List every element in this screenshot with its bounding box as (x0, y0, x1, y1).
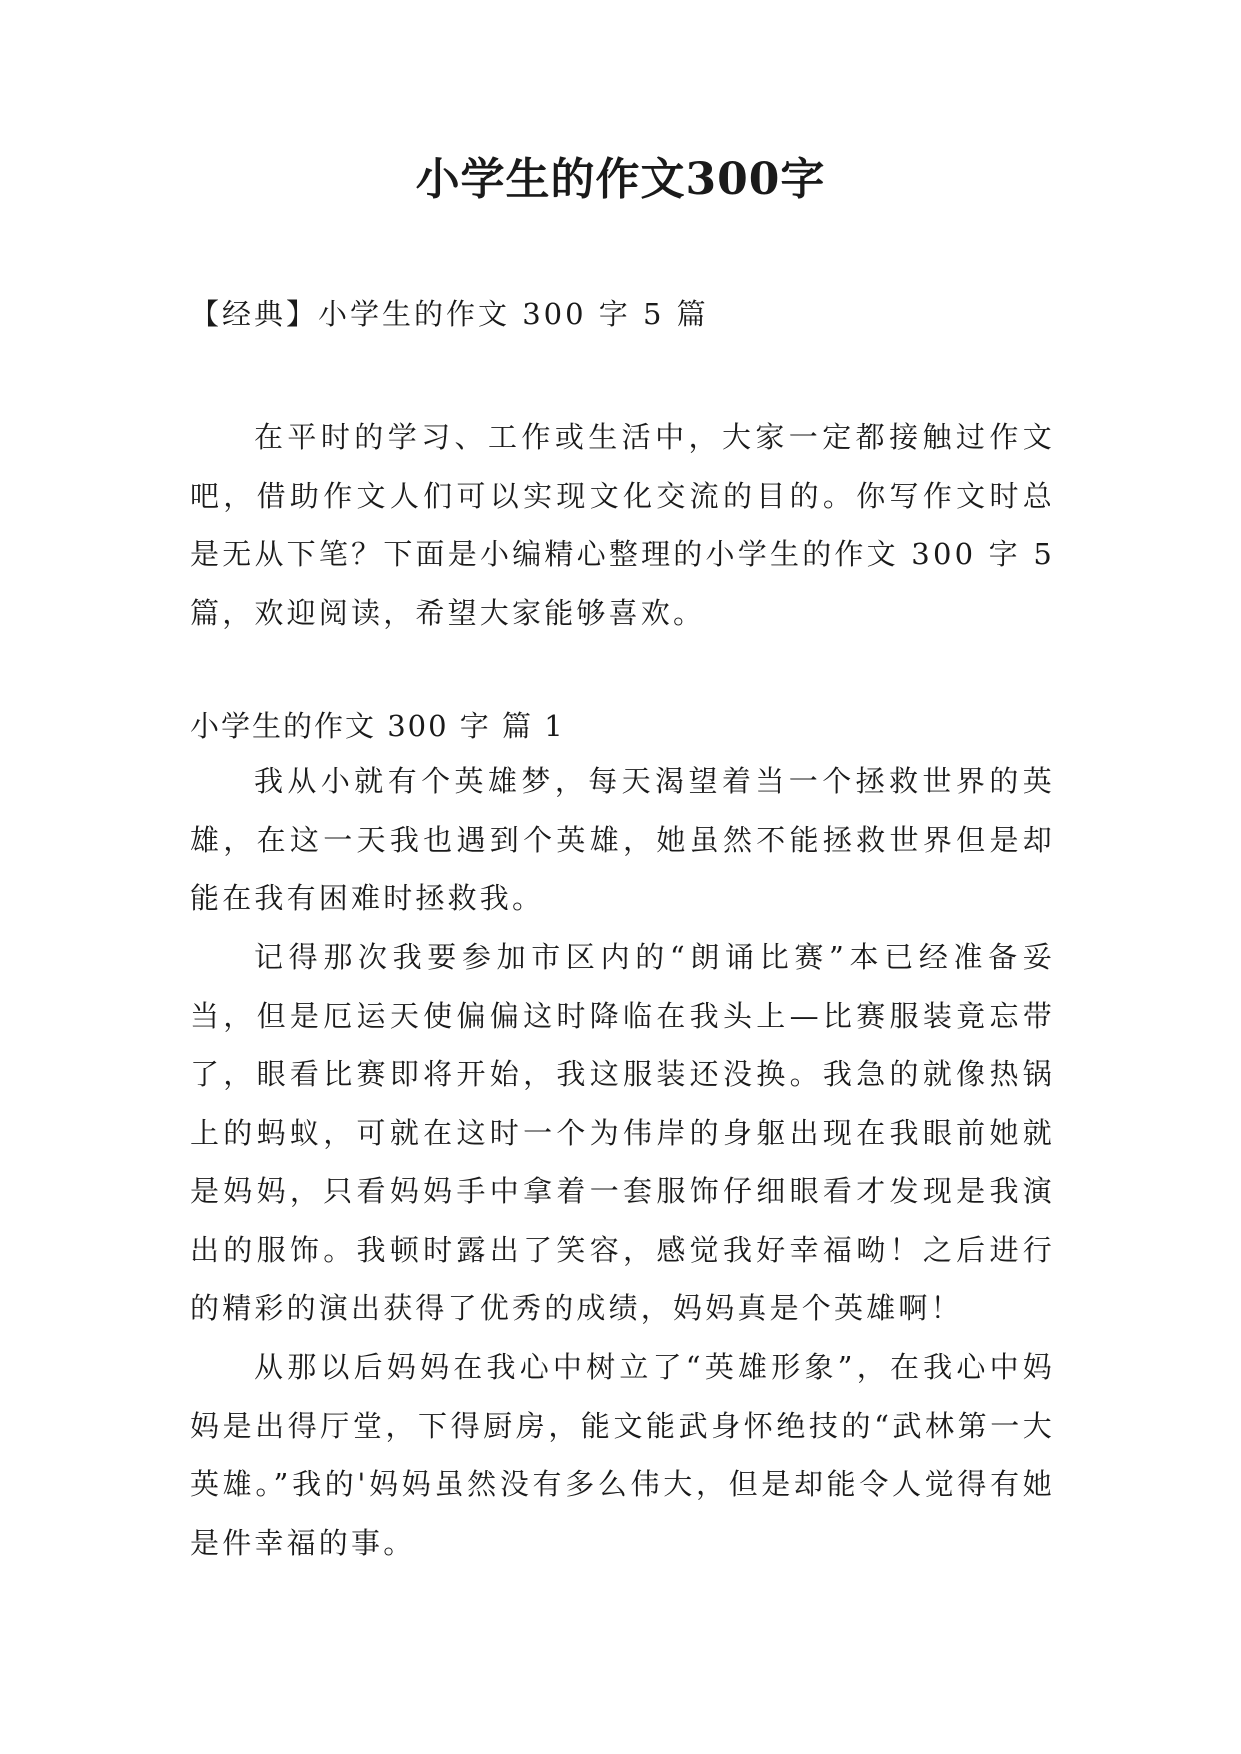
intro-paragraph: 在平时的学习、工作或生活中，大家一定都接触过作文吧，借助作文人们可以实现文化交流的目的。你写作文时总是无从下笔？下面是小编精心整理的小学生的作文 300 字 5 篇，欢迎阅读，希望大家能够喜欢。 (190, 420, 1055, 630)
section-paragraph-1: 我从小就有个英雄梦，每天渴望着当一个拯救世界的英雄，在这一天我也遇到个英雄，她虽然不能拯救世界但是却能在我有困难时拯救我。 (190, 764, 1055, 915)
document-title: 小学生的作文300字 (415, 154, 826, 205)
section-heading: 小学生的作文 300 字 篇 1 (190, 709, 565, 743)
document-subtitle: 【经典】小学生的作文 300 字 5 篇 (190, 297, 709, 331)
section-paragraph-2: 记得那次我要参加市区内的“朗诵比赛”本已经准备妥当，但是厄运天使偏偏这时降临在我头上—比赛服装竟忘带了，眼看比赛即将开始，我这服装还没换。我急的就像热锅上的蚂蚁，可就在这时一个为伟岸的身躯出现在我眼前她就是妈妈，只看妈妈手中拿着一套服饰仔细眼看才发现是我演出的服饰。我顿时露出了笑容，感觉我好幸福呦！之后进行的精彩的演出获得了优秀的成绩，妈妈真是个英雄啊！ (190, 940, 1055, 1325)
section-paragraph-3: 从那以后妈妈在我心中树立了“英雄形象”，在我心中妈妈是出得厅堂，下得厨房，能文能武身怀绝技的“武林第一大英雄。”我的'妈妈虽然没有多么伟大，但是却能令人觉得有她是件幸福的事。 (190, 1350, 1055, 1560)
